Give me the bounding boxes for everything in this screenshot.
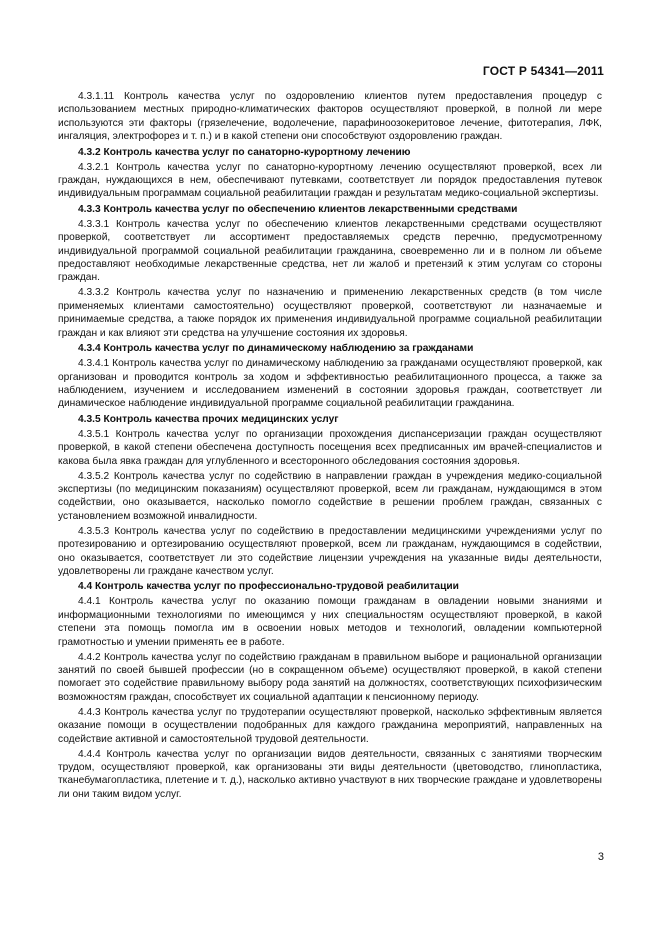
paragraph: 4.4.1 Контроль качества услуг по оказанию помощи гражданам в овладении новыми знаниями и информационными технологиями по имеющимся у них специальностям осуществляют проверкой, в какой степени эта помощь помогла им в освоении новых методов и технологий, овладении компьютерной грамотностью и умении применять ее в работе. (58, 596, 602, 648)
section-heading: 4.4 Контроль качества услуг по профессионально-трудовой реабилитации (78, 581, 459, 593)
paragraph: 4.3.5.3 Контроль качества услуг по содействию в предоставлении медицинскими учреждениями услуг по протезированию и ортезированию осуществляют проверкой, всем ли гражданам, нуждающимся в содействии, оно оказывается, соответствует ли это содействие лицензии учреждения на указанные виды деятельности, удовлетворены ли граждане качеством услуг. (58, 525, 602, 577)
paragraph: 4.3.1.11 Контроль качества услуг по оздоровлению клиентов путем предоставления процедур с использованием местных природно-климатических факторов осуществляют проверкой, в полной ли мере используются эти факторы (грязелечение, водолечение, парафиноозокеритовое лечение, фитотерапия, ЛФК, ингаляция, электрофорез и т. п.) и в какой степени они способствуют оздоровлению граждан. (58, 91, 602, 143)
paragraph: 4.3.4.1 Контроль качества услуг по динамическому наблюдению за гражданами осуществляют проверкой, как организован и проводится контроль за ходом и эффективностью реабилитационного процесса, а также за наблюдением, изучением и исследованием изменений в состоянии здоровья граждан, соответствует ли динамическое наблюдение индивидуальной программе социальной реабилитации гражданина. (58, 358, 602, 410)
paragraph: 4.3.5.1 Контроль качества услуг по организации прохождения диспансеризации граждан осуществляют проверкой, в какой степени обеспечена доступность посещения всех предписанных им врачей-специалистов и какова была явка граждан для углубленного и всесторонного обследования состояния здоровья. (58, 428, 602, 467)
page-number: 3 (597, 851, 604, 863)
paragraph: 4.3.3.2 Контроль качества услуг по назначению и применению лекарственных средств (в том числе применяемых клиентами самостоятельно) осуществляют проверкой, соответствуют ли назначаемые и принимаемые средства, а также порядок их применения индивидуальной программе социальной реабилитации граждан и как влияют эти средства на улучшение состояния их здоровья. (58, 287, 602, 339)
paragraph: 4.4.4 Контроль качества услуг по организации видов деятельности, связанных с занятиями творческим трудом, осуществляют проверкой, как организованы эти виды деятельности (цветоводство, глинопластика, тканебумагопластика, плетение и т. д.), насколько активно участвуют в них творческие граждане и удовлетворены ли они таким видом услуг. (58, 748, 602, 800)
section-heading: 4.3.4 Контроль качества услуг по динамическому наблюдению за гражданами (78, 343, 474, 355)
section-heading: 4.3.3 Контроль качества услуг по обеспечению клиентов лекарственными средствами (78, 203, 518, 215)
paragraph: 4.3.2.1 Контроль качества услуг по санаторно-курортному лечению осуществляют проверкой, всех ли граждан, нуждающихся в нем, обеспечивают путевками, соответствует ли порядок предоставления путевок индивидуальным программам социальной реабилитации граждан и результатам медико-социальной экспертизы. (58, 161, 602, 200)
section-heading: 4.3.2 Контроль качества услуг по санаторно-курортному лечению (78, 146, 411, 158)
paragraph: 4.3.3.1 Контроль качества услуг по обеспечению клиентов лекарственными средствами осуществляют проверкой, соответствует ли ассортимент предоставляемых средств перечню, предусмотренному индивидуальной программой социальной реабилитации гражданина, своевременно ли и в полном ли объеме предоставляют необходимые лекарственные средства, нет ли жалоб и претензий к этим услугам со стороны граждан. (58, 218, 602, 284)
document-body (58, 90, 602, 803)
section-heading: 4.3.5 Контроль качества прочих медицинских услуг (78, 413, 339, 425)
paragraph: 4.3.5.2 Контроль качества услуг по содействию в направлении граждан в учреждения медико-социальной экспертизы (по медицинским показаниям) осуществляют проверкой, всем ли гражданам, нуждающимся в этом содействии, оно оказывается, насколько помогло содействие в решении проблем граждан, связанных с установлением возможной инвалидности. (58, 470, 602, 522)
paragraph: 4.4.3 Контроль качества услуг по трудотерапии осуществляют проверкой, насколько эффективным является оказание помощи в осуществлении подобранных для каждого гражданина мероприятий, направленных на содействие активной и самостоятельной трудовой деятельности. (58, 706, 602, 745)
document-standard-number: ГОСТ Р 54341—2011 (482, 64, 604, 78)
paragraph: 4.4.2 Контроль качества услуг по содействию гражданам в правильном выборе и рациональной организации занятий по своей бывшей профессии (но в сокращенном объеме) осуществляют проверкой, в какой степени помогает это содействие правильному выбору рода занятий на должностях, соответствующих психофизическим возможностям граждан, способствует их социальной адаптации к пенсионному периоду. (58, 651, 602, 703)
